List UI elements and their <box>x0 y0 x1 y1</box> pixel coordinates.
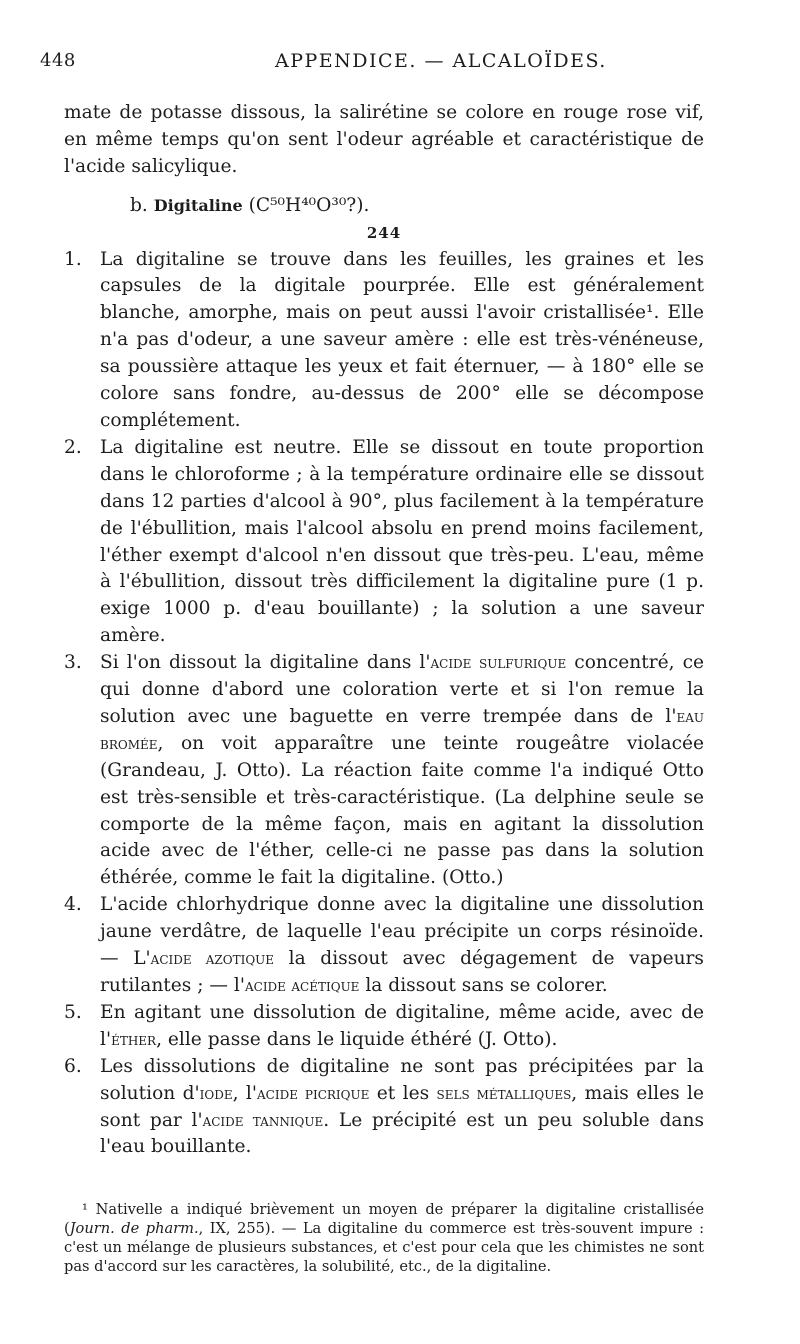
journal-title: Journ. de pharm. <box>69 1220 199 1237</box>
paragraph-text <box>100 894 704 996</box>
footnote-text <box>64 1200 704 1276</box>
text-run: , l' <box>232 1082 257 1104</box>
text-run: . Le précipité est un peu soluble dans l'eau bouillante. <box>100 1109 704 1158</box>
paragraph-number: 5. <box>64 1001 82 1023</box>
subsection-name: Digitaline <box>153 195 243 215</box>
reagent-term: acide azotique <box>150 949 275 970</box>
text-run: , elle passe dans le liquide éthéré (J. Otto). <box>156 1028 558 1050</box>
text-run: Les dissolutions de digitaline ne sont pas précipitées par la solution d' <box>100 1055 704 1104</box>
paragraph-text <box>100 652 704 888</box>
reagent-term: acide picrique <box>257 1083 370 1104</box>
numbered-paragraph-3 <box>64 650 704 892</box>
text-run: L'acide chlorhydrique donne avec la digitaline une dissolution jaune verdâtre, de laquelle l'eau précipite un corps résinoïde. — L' <box>100 894 704 970</box>
text-run: , IX, 255). — La digitaline du commerce est très-souvent impure : c'est un mélange de plusieurs substances, et c'est pour cela que les chimistes ne sont pas d'accord sur les caractères, la solubilité, etc., de la digitaline. <box>64 1220 705 1275</box>
paragraph-text: La digitaline se trouve dans les feuilles, les graines et les capsules de la digitale pourprée. Elle est généralement blanche, amorphe, mais on peut aussi l'avoir cristallisée¹. Elle n'a pas d'odeur, a une saveur amère : elle est très-vénéneuse, sa poussière attaque les yeux et fait éternuer, — à 180° elle se colore sans fondre, au-dessus de 200° elle se décompose complétement. <box>100 248 704 431</box>
text-run: et les <box>369 1082 437 1104</box>
running-title: APPENDICE. — ALCALOÏDES. <box>275 50 607 72</box>
numbered-paragraph-1 <box>64 247 704 435</box>
text-run: ¹ Nativelle a indiqué brièvement un moyen de préparer la digitaline cristallisée ( <box>64 1201 704 1237</box>
paragraph-text: La digitaline est neutre. Elle se dissout en toute proportion dans le chloroforme ; à la température ordinaire elle se dissout dans 12 parties d'alcool à 90°, plus facilement à la température de l'ébullition, mais l'alcool absolu en prend moins facilement, l'éther exempt d'alcool n'en dissout que très-peu. L'eau, même à l'ébullition, dissout très difficilement la digitaline pure (1 p. exige 1000 p. d'eau bouillante) ; la solution a une saveur amère. <box>100 436 704 647</box>
reagent-term: acide acétique <box>244 976 360 996</box>
paragraph-number: 3. <box>64 652 82 674</box>
text-run: Si l'on dissout la digitaline dans l' <box>100 652 431 674</box>
body-text <box>64 100 704 1161</box>
chemical-formula: (C⁵⁰H⁴⁰O³⁰?). <box>248 194 370 216</box>
paragraph-text <box>100 1002 704 1050</box>
reagent-term: sels métalliques <box>436 1083 572 1104</box>
paragraph-number: 6. <box>64 1055 82 1077</box>
reagent-term: iode <box>199 1083 233 1104</box>
text-run: la dissout sans se colorer. <box>359 975 608 996</box>
text-run: , on voit apparaître une teinte rougeâtre violacée (Grandeau, J. Otto). La réaction faite comme l'a indiqué Otto est très-sensible et très-caractéristique. (La delphine seule se comporte de la même façon, mais en agitant la dissolution acide avec de l'éther, celle-ci ne passe pas dans la solution éthérée, comme le fait la digitaline. (Otto.) <box>100 732 704 889</box>
paragraph-number: 2. <box>64 436 82 458</box>
footnote <box>64 1200 704 1276</box>
numbered-paragraph-5 <box>64 1000 704 1054</box>
paragraph-text <box>100 1056 704 1158</box>
subsection-prefix: b. <box>130 194 148 216</box>
reagent-term: acide tannique <box>202 1110 324 1131</box>
text-run: la dissout avec dégagement de vapeurs rutilantes ; — l' <box>100 948 704 996</box>
reagent-term: acide sulfurique <box>430 653 567 674</box>
paragraph-number: 1. <box>64 248 82 270</box>
section-number: 244 <box>366 223 402 242</box>
reagent-term: eau bromée <box>100 706 704 754</box>
subsection-heading <box>64 193 704 220</box>
numbered-paragraph-4 <box>64 892 704 1000</box>
text-run: En agitant une dissolution de digitaline, même acide, avec de l' <box>100 1001 704 1050</box>
reagent-term: éther <box>111 1029 157 1050</box>
numbered-paragraph-2 <box>64 435 704 650</box>
text-run: concentré, ce qui donne d'abord une coloration verte et si l'on remue la solution avec une baguette en verre trempée dans de l' <box>100 652 704 727</box>
text-run: , mais elles le sont par l' <box>100 1082 704 1131</box>
numbered-paragraph-6 <box>64 1054 704 1162</box>
intro-paragraph: mate de potasse dissous, la salirétine se colore en rouge rose vif, en même temps qu'on sent l'odeur agréable et caractéristique de l'acide salicylique. <box>64 102 704 177</box>
page-header <box>20 50 740 80</box>
paragraph-number: 4. <box>64 894 82 916</box>
page-number: 448 <box>40 50 76 71</box>
